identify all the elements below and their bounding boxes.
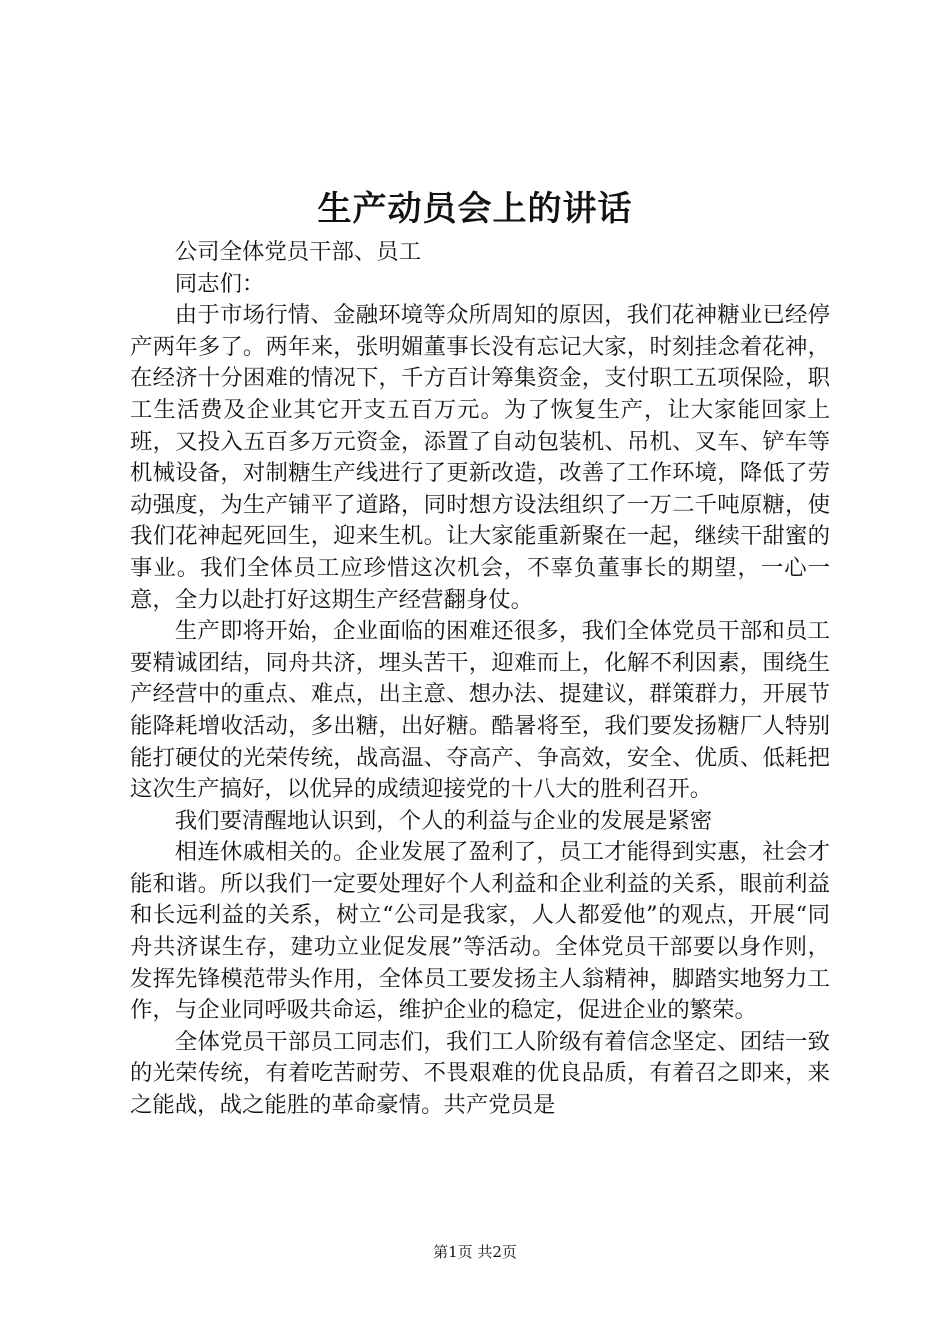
salutation-comrades: 同志们： (174, 270, 265, 297)
paragraph-1: 由于市场行情、金融环境等众所周知的原因，我们花神糖业已经停产两年多了。两年来，张明媚董事长没有忘记大家，时刻挂念着花神，在经济十分困难的情况下，千方百计筹集资金，支付职工五项保险，职工生活费及企业其它开支五百万元。为了恢复生产，让大家能回家上班，又投入五百多万元资金，添置了自动包装机、吊机、叉车、铲车等机械设备，对制糖生产线进行了更新改造，改善了工作环境，降低了劳动强度，为生产铺平了道路，同时想方设法组织了一万二千吨原糖，使我们花神起死回生，迎来生机。让大家能重新聚在一起，继续干甜蜜的事业。我们全体员工应珍惜这次机会，不辜负董事长的期望，一心一意，全力以赴打好这期生产经营翻身仗。 (130, 302, 830, 613)
paragraph-3: 我们要清醒地认识到，个人的利益与企业的发展是紧密 (174, 807, 713, 834)
salutation-recipients: 公司全体党员干部、员工 (174, 239, 422, 265)
document-title: 生产动员会上的讲话 (317, 189, 633, 229)
paragraph-4: 相连休戚相关的。企业发展了盈利了，员工才能得到实惠，社会才能和谐。所以我们一定要处理好个人利益和企业利益的关系，眼前利益和长远利益的关系，树立“公司是我家，人人都爱他”的观点，开展“同舟共济谋生存，建功立业促发展”等活动。全体党员干部要以身作则，发挥先锋模范带头作用，全体员工要发扬主人翁精神，脚踏实地努力工作，与企业同呼吸共命运，维护企业的稳定，促进企业的繁荣。 (130, 839, 830, 1024)
page-footer: 第1页 共2页 (433, 1243, 517, 1261)
document-body (130, 237, 830, 1122)
paragraph-2: 生产即将开始，企业面临的困难还很多，我们全体党员干部和员工要精诚团结，同舟共济，埋头苦干，迎难而上，化解不利因素，围绕生产经营中的重点、难点，出主意、想办法、提建议，群策群力，开展节能降耗增收活动，多出糖，出好糖。酷暑将至，我们要发扬糖厂人特别能打硬仗的光荣传统，战高温、夺高产、争高效，安全、优质、低耗把这次生产搞好，以优异的成绩迎接党的十八大的胜利召开。 (130, 618, 830, 803)
paragraph-5: 全体党员干部员工同志们，我们工人阶级有着信念坚定、团结一致的光荣传统，有着吃苦耐劳、不畏艰难的优良品质，有着召之即来，来之能战，战之能胜的革命豪情。共产党员是 (130, 1028, 830, 1119)
